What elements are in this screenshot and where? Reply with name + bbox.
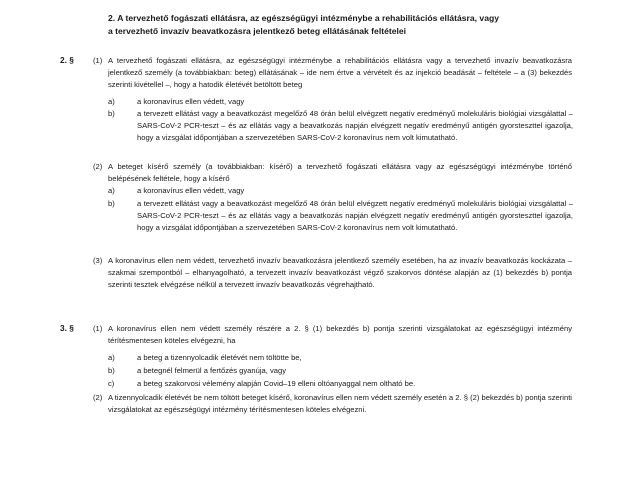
s2-p1-number: (1)	[93, 56, 103, 65]
s2-p2-item-a-text: a koronavírus ellen védett, vagy	[137, 186, 245, 195]
s3-p1-item-a-label: a)	[108, 353, 115, 362]
s2-p2-item-b-label: b)	[108, 199, 115, 208]
section-2-label: 2. §	[60, 55, 74, 65]
s2-p2-number: (2)	[93, 162, 103, 171]
section-title-line-1: 2. A tervezhető fogászati ellátásra, az egészségügyi intézménybe a rehabilitációs ellátásra, vagy	[108, 13, 500, 23]
s3-p2-number: (2)	[93, 393, 103, 402]
s2-p1-item-a-text: a koronavírus ellen védett, vagy	[137, 97, 245, 106]
s2-p3-text: A koronavírus ellen nem védett, tervezhető invazív beavatkozásra jelentkező személy esetében, ha az invazív beavatkozás kockázata – szakmai szempontból – elhanyagolható, a tervezett invazív beavatkozást végző szakorvos döntése alapján az (1) bekezdés b) pontja szerinti tesztek elvégzése nélkül a tervezett invazív beavatkozás végrehajtható.	[108, 256, 572, 289]
s3-p1-item-c-text: a beteg szakorvosi vélemény alapján Covid–19 elleni oltóanyaggal nem oltható be.	[137, 379, 416, 388]
s2-p1-item-b-text: a tervezett ellátást vagy a beavatkozást megelőző 48 órán belül elvégzett negatív eredményű molekuláris biológiai vizsgálattal – SARS-CoV-2 PCR-teszt – és az ellátás vagy a beavatkozás napján elvégzett negatív eredményű antigén gyorsteszttel igazolja, hogy a vizsgálat időpontjában a szervezetében SARS-CoV-2 koronavírus nem volt kimutatható.	[137, 109, 573, 142]
s3-p1-number: (1)	[93, 324, 103, 333]
s2-p1-item-a-label: a)	[108, 97, 115, 106]
s2-p2-item-b-text: a tervezett ellátást vagy a beavatkozást megelőző 48 órán belül elvégzett negatív eredményű molekuláris biológiai vizsgálattal – SARS-CoV-2 PCR-teszt – és az ellátás vagy a beavatkozás napján elvégzett negatív eredményű antigén gyorsteszttel igazolja, hogy a vizsgálat időpontjában a szervezetében SARS-CoV-2 koronavírus nem volt kimutatható.	[137, 199, 573, 232]
s3-p1-item-b-label: b)	[108, 366, 115, 375]
s3-p1-item-a-text: a beteg a tizennyolcadik életévét nem töltötte be,	[137, 353, 302, 362]
s3-p1-text: A koronavírus ellen nem védett személy részére a 2. § (1) bekezdés b) pontja szerinti vizsgálatokat az egészségügyi intézmény térítésmentesen köteles elvégezni, ha	[108, 324, 572, 345]
section-title-line-2: a tervezhető invazív beavatkozásra jelentkező beteg ellátásának feltételei	[108, 26, 407, 36]
s3-p2-text: A tizennyolcadik életévét be nem töltött beteget kísérő, koronavírus ellen nem védett személy esetén a 2. § (2) bekezdés b) pontja szerinti vizsgálatokat az egészségügyi intézmény térítésmentesen köteles elvégezni.	[108, 393, 572, 414]
section-title	[108, 12, 578, 38]
s2-p2-item-a-label: a)	[108, 186, 115, 195]
s3-p1-item-b-text: a betegnél felmerül a fertőzés gyanúja, vagy	[137, 366, 287, 375]
s2-p1-text: A tervezhető fogászati ellátásra, az egészségügyi intézménybe a rehabilitációs ellátásra vagy a tervezhető invazív beavatkozásra jelentkező személy (a továbbiakban: beteg) ellátásának – ide nem értve a vérvételt és az injekció beadását – feltétele – a (3) bekezdés szerinti kivétellel –, hogy a hatodik életévét betöltött beteg	[108, 56, 572, 89]
s3-p1-item-c-label: c)	[108, 379, 115, 388]
s2-p2-text: A beteget kísérő személy (a továbbiakban: kísérő) a tervezhető fogászati ellátásra vagy az egészségügyi intézménybe történő belépésének feltétele, hogy a kísérő	[108, 162, 572, 183]
section-3-label: 3. §	[60, 323, 74, 333]
s2-p3-number: (3)	[93, 256, 103, 265]
s2-p1-item-b-label: b)	[108, 109, 115, 118]
